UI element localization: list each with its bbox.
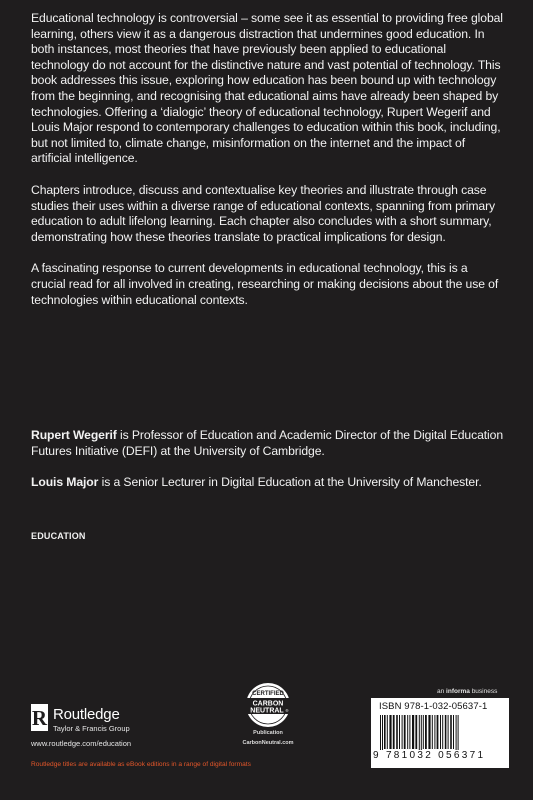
author-bio-2 (31, 475, 505, 491)
carbon-neutral-seal-icon (232, 678, 304, 730)
author-bio-1 (31, 428, 505, 459)
barcode-bar (384, 715, 386, 749)
barcode-bar (412, 715, 414, 749)
barcode-bar (419, 715, 420, 755)
barcode-bar (389, 715, 391, 749)
barcode-bar (440, 715, 441, 749)
author-name-1: Rupert Wegerif (31, 428, 117, 442)
barcode-bar (396, 715, 398, 749)
barcode-bar (421, 715, 422, 755)
barcode-bar (428, 715, 430, 749)
barcode-digits-text: 9 781032 056371 (373, 750, 486, 761)
publisher-url[interactable]: www.routledge.com/education (31, 739, 132, 748)
carbon-registered-mark: ® (285, 708, 289, 713)
carbon-publication-label: Publication (253, 730, 283, 736)
logo-letter: R (31, 706, 48, 730)
publisher-name: Routledge (53, 706, 120, 723)
barcode-bar (437, 715, 439, 749)
carbon-mid-text-2: NEUTRAL (250, 707, 284, 715)
blurb-paragraph-1: Educational technology is controversial – some see it as essential to providing free global learning, others view it as a dangerous distraction that undermines good education. In both instances, most theories that have previously been applied to educational technology do not account for the distinctive nature and vast potential of technology. This book addresses this issue, exploring how education has been bound up with technology from the beginning, and recognising that educational aims have already been shaped by technologies. Offering a ‘dialogic’ theory of educational technology, Rupert Wegerif and Louis Major respond to contemporary challenges to education within this book, including, but not limited to, climate change, misinformation on the internet and the impact of artificial intelligence. (31, 11, 503, 166)
blurb-paragraph-2: Chapters introduce, discuss and contextualise key theories and illustrate through case studies their uses within a diverse range of educational contexts, spanning from primary education to adult lifelong learning. Each chapter also concludes with a short summary, demonstrating how these theories translate to practical implications for design. (31, 182, 496, 244)
barcode-bar (407, 715, 408, 749)
barcode-bar (415, 715, 417, 749)
subject-category: EDUCATION (31, 531, 86, 541)
barcode-bar (404, 715, 406, 749)
isbn-text: ISBN 978-1-032-05637-1 (379, 701, 488, 712)
barcode-bar (458, 715, 459, 755)
barcode-bar (399, 715, 400, 749)
barcode-bar (409, 715, 410, 749)
informa-suffix: business (469, 688, 498, 695)
barcode-bar (382, 715, 383, 755)
barcode-bar (380, 715, 381, 755)
barcode-bar (450, 715, 452, 749)
carbon-top-text: CERTIFIED (252, 691, 284, 697)
barcode-bar (456, 715, 457, 755)
barcode-bars (379, 715, 507, 755)
barcode-bar (448, 715, 449, 749)
publisher-block (31, 704, 231, 754)
carbon-url: CarbonNeutral.com (242, 740, 294, 746)
barcode-digits (373, 750, 507, 761)
ebook-footer-note: Routledge titles are available as eBook editions in a range of digital formats (31, 761, 251, 768)
carbon-mid-text-1: CARBON (252, 700, 284, 708)
barcode-bar (442, 715, 443, 749)
informa-prefix: an (437, 688, 447, 695)
barcode-bar (445, 715, 447, 749)
barcode-bar (432, 715, 433, 749)
author-bio-text-1: is Professor of Education and Academic Director of the Digital Education Futures Initiative (DEFI) at the University of Cambridge. (31, 428, 504, 458)
informa-tagline (437, 688, 497, 695)
barcode-bar (423, 715, 424, 749)
author-bios (31, 428, 505, 507)
barcode-bar (393, 715, 395, 749)
barcode-bar (387, 715, 388, 749)
carbon-neutral-badge (232, 678, 304, 764)
barcode-bar (425, 715, 427, 749)
author-bio-text-2: is a Senior Lecturer in Digital Education at the University of Manchester. (98, 475, 482, 490)
barcode-bar (434, 715, 435, 749)
routledge-r-icon (31, 704, 48, 731)
back-cover-blurb (31, 11, 505, 324)
author-name-2: Louis Major (31, 475, 99, 490)
informa-brand: informa (446, 688, 470, 695)
barcode-bar (402, 715, 403, 749)
isbn-barcode (371, 698, 509, 768)
blurb-paragraph-3: A fascinating response to current developments in educational technology, this is a crucial read for all involved in creating, researching or making decisions about the use of technologies within educational contexts. (31, 261, 499, 307)
publisher-group: Taylor & Francis Group (53, 724, 130, 733)
barcode-bar (453, 715, 454, 749)
